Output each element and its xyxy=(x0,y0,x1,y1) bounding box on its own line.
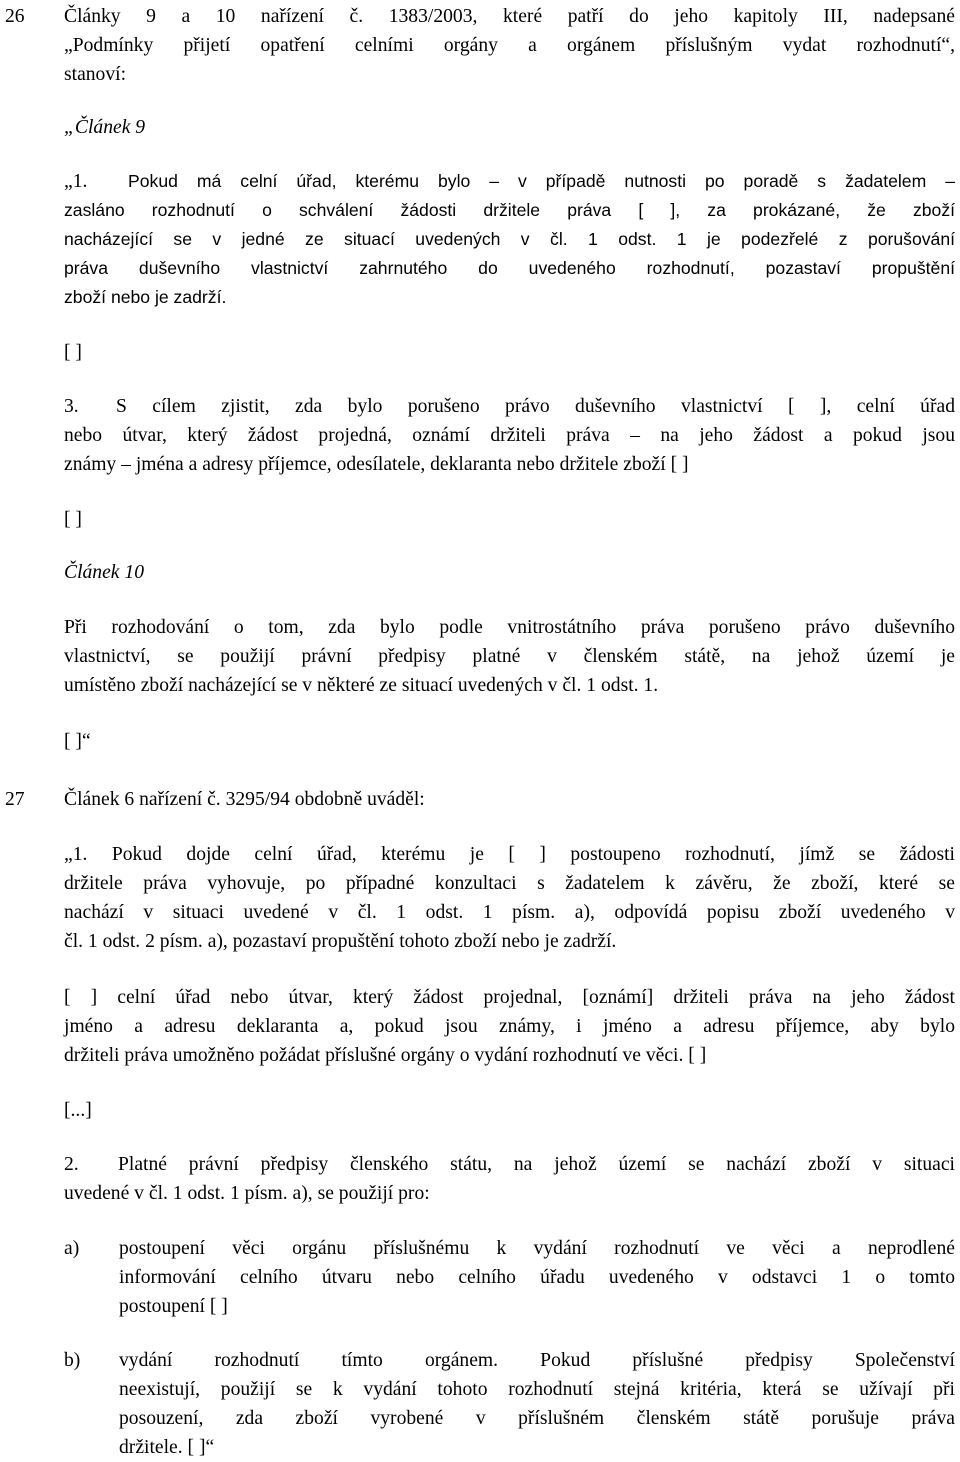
ellipsis: [ ] xyxy=(64,342,82,363)
quote-line: držiteli práva umožněno požádat příslušné orgány o vydání rozhodnutí ve věci. [ ] xyxy=(64,1045,707,1066)
list-item-line: vydání rozhodnutí tímto orgánem. Pokud příslušné předpisy Společenství xyxy=(119,1350,955,1371)
ellipsis: [...] xyxy=(64,1100,92,1121)
list-item-line: neexistují, použijí se k vydání tohoto rozhodnutí stejná kritéria, která se užívají při xyxy=(119,1379,955,1400)
quote-line: [ ] celní úřad nebo útvar, který žádost projednal, [oznámí] držiteli práva na jeho žádost xyxy=(64,987,955,1008)
paragraph-line: umístěno zboží nacházející se v některé ze situací uvedených v čl. 1 odst. 1. xyxy=(64,675,659,696)
quote-line: čl. 1 odst. 2 písm. a), pozastaví propuštění tohoto zboží nebo je zadrží. xyxy=(64,931,617,952)
paragraph-line: vlastnictví, se použijí právní předpisy platné v členském státě, na jehož území je xyxy=(64,646,955,667)
ellipsis: [ ] xyxy=(64,509,82,530)
quote-line: držitele práva vyhovuje, po případné konzultaci s žadatelem k závěru, že zboží, které se xyxy=(64,873,955,894)
paragraph-line: Platné právní předpisy členského státu, na jehož území se nachází zboží v situaci xyxy=(118,1154,955,1175)
intro-line: „Podmínky přijetí opatření celními orgány a orgánem příslušným vydat rozhodnutí“, xyxy=(64,35,955,56)
intro-line: Článek 6 nařízení č. 3295/94 obdobně uváděl: xyxy=(64,789,425,810)
list-item-line: držitele. [ ]“ xyxy=(119,1437,215,1458)
intro-line: stanoví: xyxy=(64,64,127,85)
paragraph-line: nebo útvar, který žádost projedná, oznámí držiteli práva – na jeho žádost a pokud jsou xyxy=(64,425,955,446)
paragraph-line: Při rozhodování o tom, zda bylo podle vnitrostátního práva porušeno právo duševního xyxy=(64,617,955,638)
paragraph-number: 2. xyxy=(64,1154,79,1175)
paragraph-line: uvedené v čl. 1 odst. 1 písm. a), se použijí pro: xyxy=(64,1183,430,1204)
paragraph-line: nacházející se v jedné ze situací uvedených v čl. 1 odst. 1 je podezřelé z porušování xyxy=(64,229,955,249)
list-item-line: postoupení věci orgánu příslušnému k vydání rozhodnutí ve věci a neprodlené xyxy=(119,1238,955,1259)
list-label-a: a) xyxy=(64,1238,80,1259)
paragraph-number: 3. xyxy=(64,396,79,417)
quote-line: nachází v situaci uvedené v čl. 1 odst. 1 písm. a), odpovídá popisu zboží uvedeného v xyxy=(64,902,955,923)
intro-line: Články 9 a 10 nařízení č. 1383/2003, které patří do jeho kapitoly III, nadepsané xyxy=(64,6,955,27)
list-item-line: informování celního útvaru nebo celního úřadu uvedeného v odstavci 1 o tomto xyxy=(119,1267,955,1288)
paragraph-line: S cílem zjistit, zda bylo porušeno právo duševního vlastnictví [ ], celní úřad xyxy=(116,396,955,417)
list-item-line: postoupení [ ] xyxy=(119,1296,228,1317)
quote-line: jméno a adresu deklaranta a, pokud jsou známy, i jméno a adresu příjemce, aby bylo xyxy=(64,1016,955,1037)
paragraph-line: známy – jména a adresy příjemce, odesílatele, deklaranta nebo držitele zboží [ ] xyxy=(64,454,689,475)
footnote-number: 26 xyxy=(5,6,25,27)
quote-line: „1. Pokud dojde celní úřad, kterému je [ ] postoupeno rozhodnutí, jímž se žádosti xyxy=(64,844,955,865)
paragraph-number: „1. xyxy=(64,171,88,192)
paragraph-line: práva duševního vlastnictví zahrnutého do uvedeného rozhodnutí, pozastaví propuštění xyxy=(64,258,955,278)
footnote-number: 27 xyxy=(5,789,25,810)
paragraph-line: Pokud má celní úřad, kterému bylo – v případě nutnosti po poradě s žadatelem – xyxy=(128,171,955,191)
list-item-line: posouzení, zda zboží vyrobené v příslušném členském státě porušuje práva xyxy=(119,1408,955,1429)
article-9-heading: „Článek 9 xyxy=(64,117,146,138)
ellipsis: [ ]“ xyxy=(64,731,91,752)
list-label-b: b) xyxy=(64,1350,81,1371)
paragraph-line: zasláno rozhodnutí o schválení žádosti držitele práva [ ], za prokázané, že zboží xyxy=(64,200,955,220)
article-10-heading: Článek 10 xyxy=(64,562,144,583)
paragraph-line: zboží nebo je zadrží. xyxy=(64,287,227,307)
